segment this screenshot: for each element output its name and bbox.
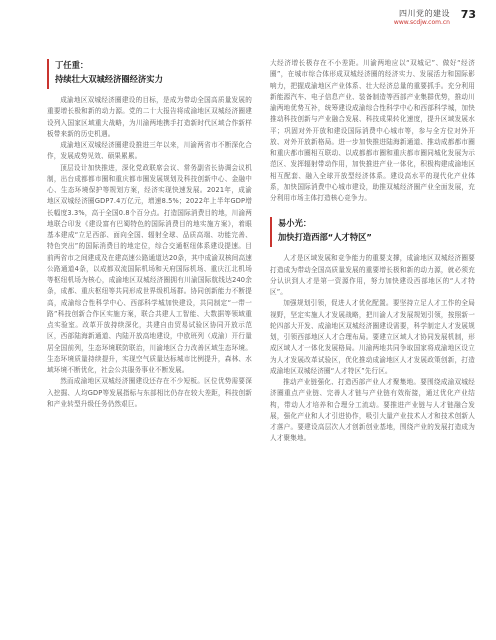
left-column [47, 58, 252, 410]
section-heading-ding [47, 58, 252, 86]
spacer [270, 204, 475, 216]
body-paragraph: 加强规划引领，促进人才优化配置。要坚持立足人才工作的全局视野，坚定实施人才发展战略，把川渝人才发展规划引领，按照新一轮四部大开发、成渝地区双城经济圈建设需要，科学制定人才发展规划，引领西部地区人才合理布局。要建立区域人才协同发展机制，形成区域人才一体化发展格局。川渝两地共同争取国家将成渝地区设立为人才发展改革试验区，优化推动成渝地区人才发展政策创新，打造成渝地区双城经济圈“人才特区”先行区。 [270, 299, 475, 375]
page-number: 73 [460, 8, 476, 21]
speaker-name: 易小光： [278, 218, 312, 229]
section-title: 加快打造西部“人才特区” [278, 232, 372, 243]
section-title: 持续壮大双城经济圈经济实力 [55, 74, 163, 84]
masthead [336, 6, 476, 46]
body-paragraph: 成渝地区双城经济圈建设推进三年以来，川渝两省市不断深化合作，发展成势见效、硕果累累。 [47, 141, 252, 161]
body-paragraph: 推动产业链强化、打造西部产业人才聚集地。要围绕成渝双城经济圈重点产业链、完善人才链与产业链有效衔接，通过优化产业结构，带动人才培养和合理分工流动。要推进产业链与人才链融合发展，强化产业和人才引进协作，吸引大量产业技术人才和技术创新人才落户。要建设高层次人才创新创业基地，围绕产业的发展打造成为人才聚集地。 [270, 378, 475, 443]
body-paragraph: 人才是区域发展和竞争能力的重要支撑，成渝地区双城经济圈要打造成为带动全国高质量发展的重要增长极和新的动力源，就必须充分认识到人才是第一资源作用，努力加快建设西部地区的“人才特区”。 [270, 254, 475, 296]
body-paragraph: 成渝地区双城经济圈建设的目标，是成为带动全国高质量发展的重要增长极和新的动力源。党的二十大报告将成渝地区双城经济圈建设列入国家区域重大战略，为川渝两地携手打造新时代区域合作新样板带来新的历史机遇。 [47, 96, 252, 138]
speaker-name: 丁任重： [55, 60, 89, 70]
right-column [270, 58, 475, 445]
magazine-name: 四川党的建设 [399, 9, 450, 18]
body-paragraph: 顶层设计加快推进，深化党政联席会议、常务副省长协调会议机制，出台成都都市圈和重庆都市圈发展规划及科技创新中心、金融中心、生态环境保护等规划方案，经济实现快速发展。2021年，成渝地区双城经济圈GDP7.4万亿元，增速8.5%；2022年上半年GDP增长幅度3.3%，高于全国0.8个百分点。打造国际消费目的地，川渝两地联合印发《建设富有巴蜀特色的国际消费目的地实施方案》，着眼基本建成“立足西部、面向全国、辐射全球、品质高端、功能完善、特色突出”的国际消费目的地定位，综合交通枢纽体系建设提速。目前两省市之间建成及在建高速公路通道达20条，其中成渝双核间高速公路通道4条，以成都双流国际机场和天府国际机场、重庆江北机场等枢纽机场为核心，成渝地区双城经济圈拥有川渝国际航线达240余条，成都、重庆枢纽等共同形成世界级机场群。协同创新能力不断提高，成渝综合性科学中心、西部科学城加快建设，共同制定“一带一路”科技创新合作区实施方案，联合共建人工智能、大数据等领域重点实验室。改革开放持续深化，共建自由贸易试验区协同开放示范区，西部陆海新通道、内陆开放高地建设，中欧班列（成渝）开行量居全国前列，生态环境联防联治，川渝地区合力改善区域生态环境。生态环境质量持续提升，实现空气质量达标城市比例提升，森林、水域环境不断优化，社会公共服务事业不断发展。 [47, 163, 252, 374]
magazine-url[interactable]: www.scdjw.com.cn [393, 19, 450, 26]
body-paragraph: 大经济增长极存在不小差距。川渝两地应以“双城记”、做好“经济圈”，在城市综合体形成双城经济圈的经济实力、发展活力和国际影响力，把握成渝地区产业体系、壮大经济总量的重要抓手。充分利用新能源汽车、电子信息产业、装备制造等西部产业集群优势，推动川渝两地优势互补，统筹建设成渝综合性科学中心和西部科学城，加快推动科技创新与产业融合发展、科技成果转化速度，提升区域发展水平；巩固对外开放和建设国际消费中心城市等，参与全方位对外开放、对外开放新格局。进一步加快推进陆海新通道、推动成都都市圈和重庆都市圈相互联动、以成都都市圈和重庆都市圈同城化发展为示范区、发挥辐射带动作用，加快推进产业一体化，积极构建成渝地区相互配套、融入全球开放型经济体系。建设高水平的现代化产业体系，加快国际消费中心城市建设，助推双城经济圈产业全面发展，充分利用市场主体打造核心竞争力。 [270, 59, 475, 202]
body-paragraph: 然而成渝地区双城经济圈建设还存在不少短板。区位优势需要深入挖掘、人均GDP等发展指标与东部相比仍存在较大差距，科技创新和产业转型升级任务仍然艰巨。 [47, 377, 252, 408]
section-heading-yi [270, 216, 475, 244]
